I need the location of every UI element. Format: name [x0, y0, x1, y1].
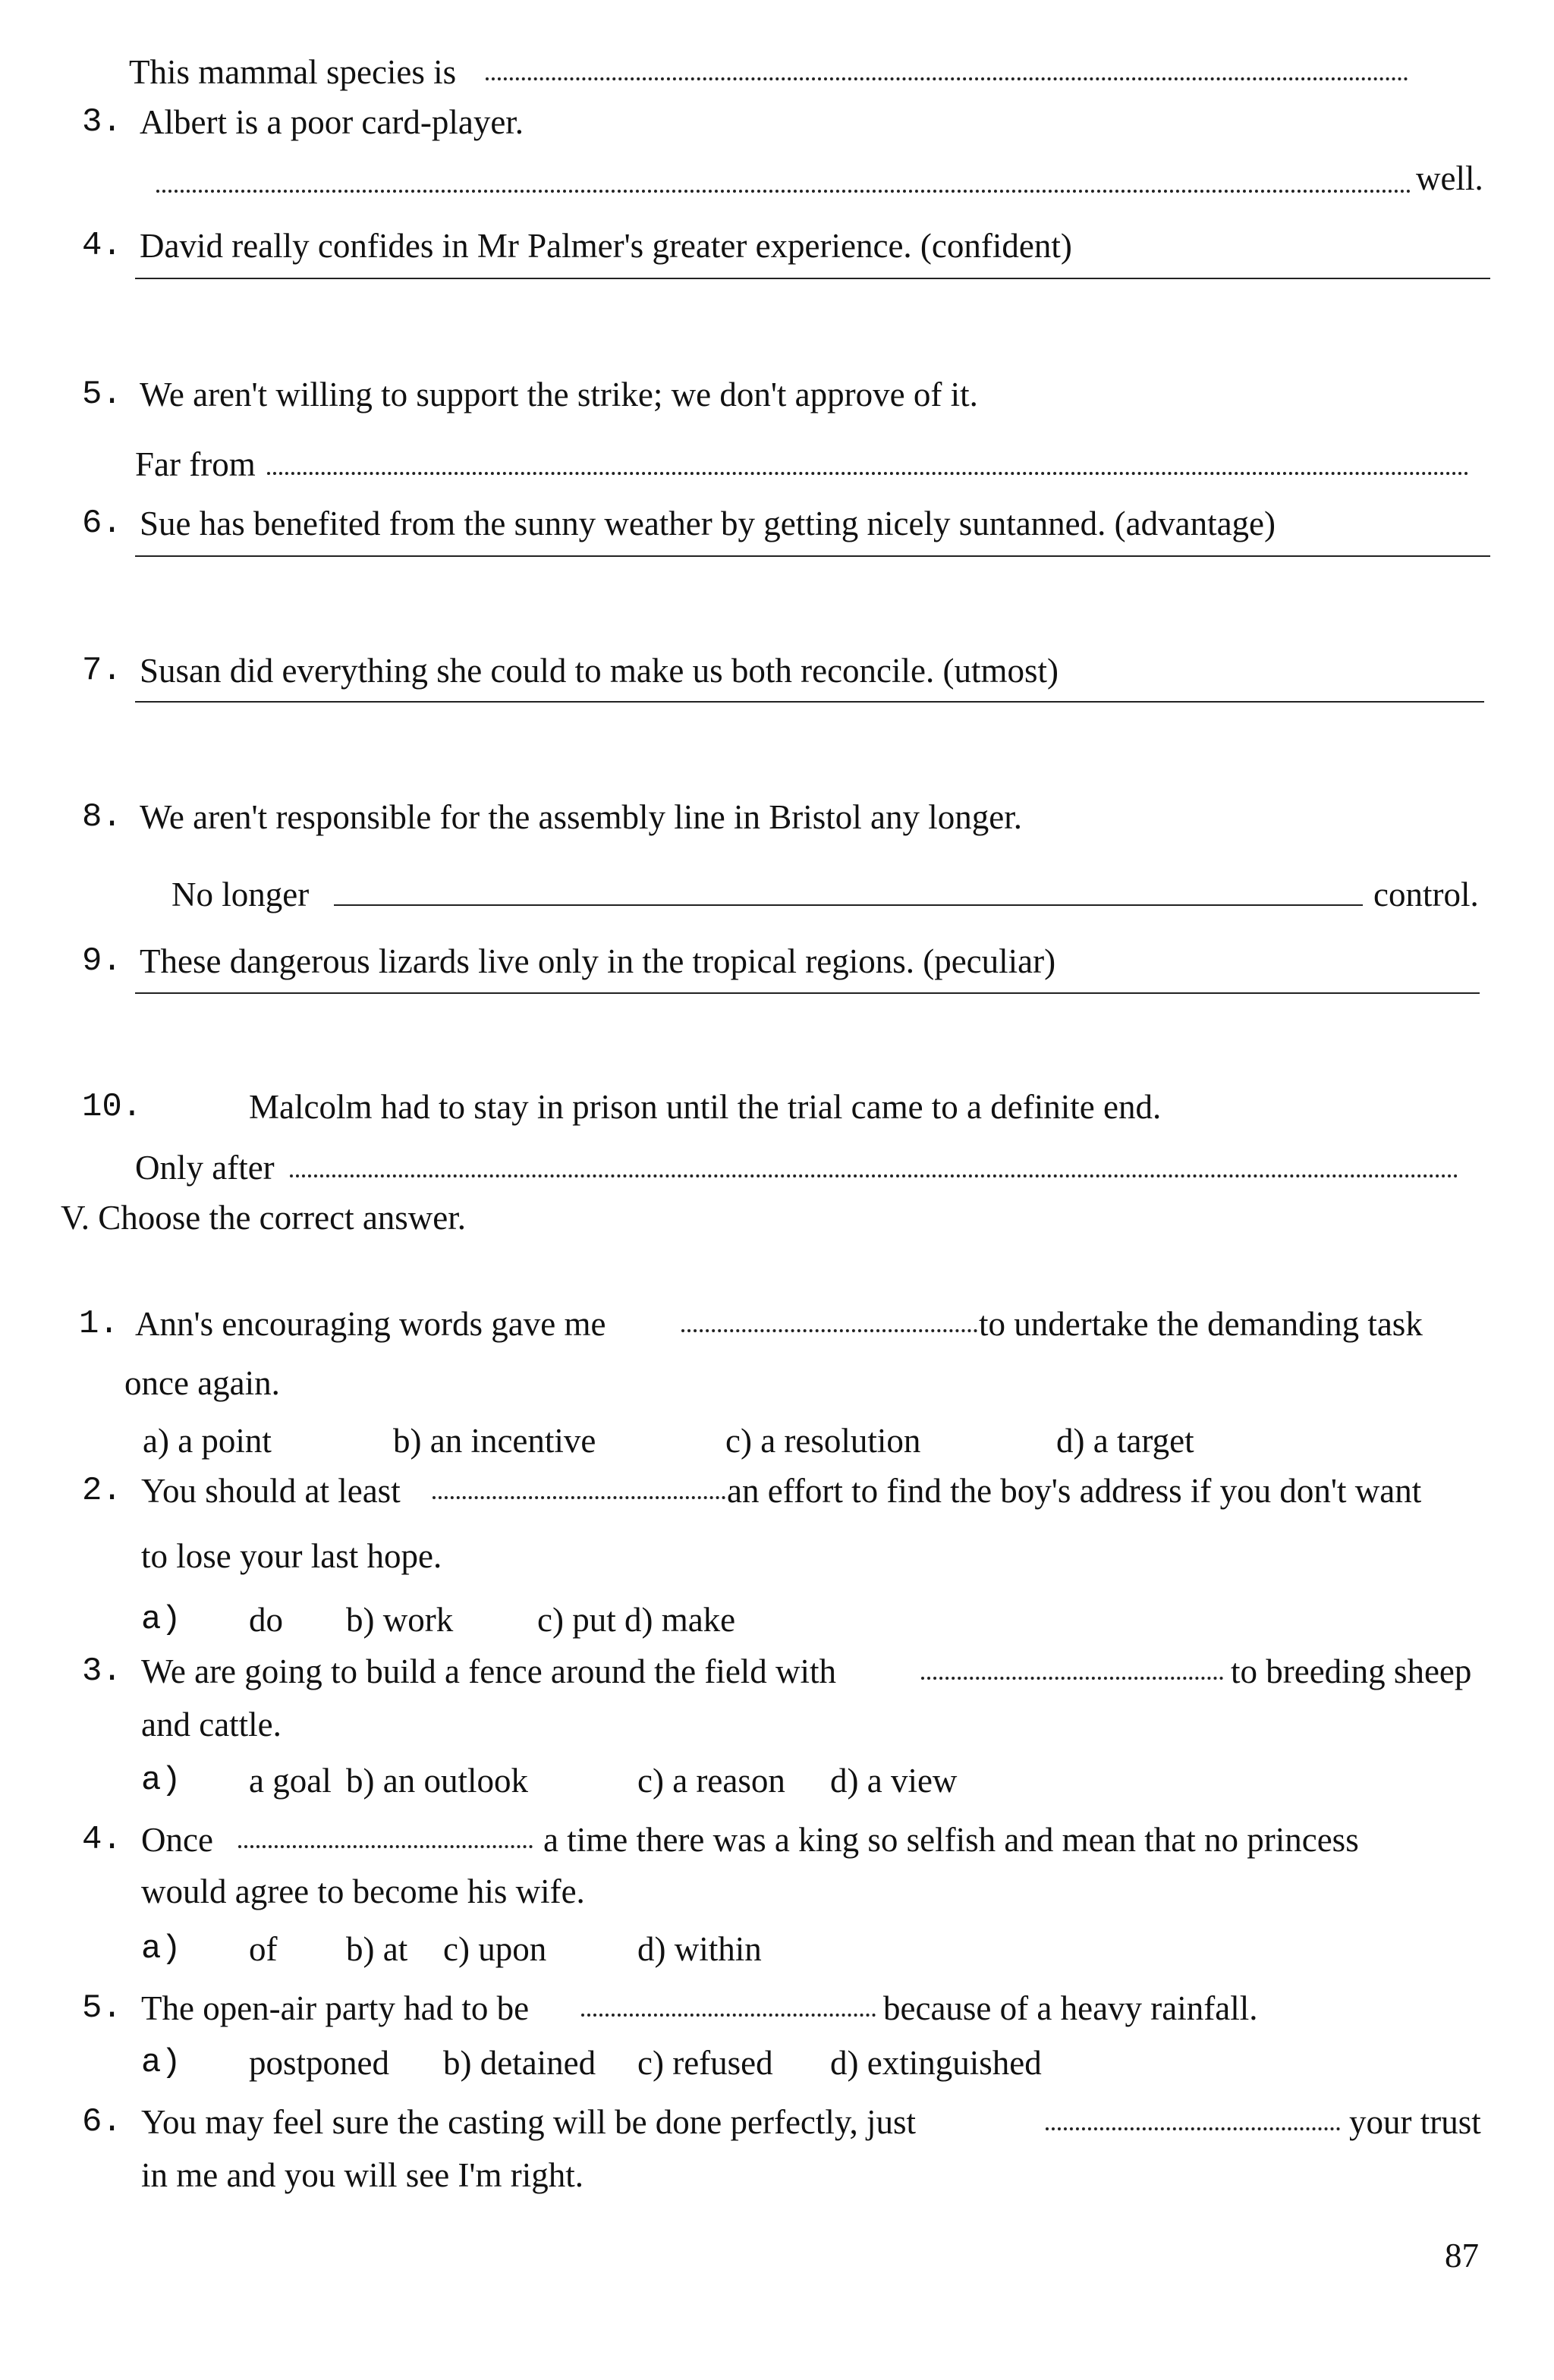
option-a-label: a) [141, 1930, 181, 1968]
answer-line [135, 701, 1484, 703]
question-text-after: to undertake the demanding task [979, 1305, 1423, 1343]
option-a-label: a) [141, 2044, 181, 2082]
question-text-continued: in me and you will see I'm right. [141, 2156, 584, 2194]
answer-end-text: control. [1373, 876, 1479, 913]
option-c-d[interactable]: c) put d) make [537, 1601, 736, 1639]
option-d[interactable]: d) extinguished [830, 2044, 1042, 2082]
question-text: These dangerous lizards live only in the tropical regions. (peculiar) [140, 942, 1056, 980]
answer-line [486, 77, 1408, 80]
question-number: 9. [82, 942, 122, 980]
question-number: 1. [79, 1305, 119, 1343]
blank [581, 2014, 876, 2017]
option-a-label: a) [141, 1601, 181, 1639]
question-number: 5. [82, 376, 122, 413]
blank [433, 1496, 725, 1499]
question-text-before: Once [141, 1821, 213, 1859]
question-text-continued: once again. [124, 1364, 280, 1402]
option-a-label: a) [141, 1762, 181, 1800]
option-d[interactable]: d) within [637, 1930, 762, 1968]
question-text-before: We are going to build a fence around the field with [141, 1652, 837, 1690]
option-b[interactable]: b) an incentive [393, 1422, 596, 1460]
prompt-text: This mammal species is [129, 53, 457, 91]
answer-line [156, 190, 1411, 193]
blank [681, 1329, 977, 1332]
answer-line [135, 555, 1490, 557]
blank [921, 1677, 1223, 1680]
question-text: Sue has benefited from the sunny weather by getting nicely suntanned. (advantage) [140, 505, 1276, 542]
question-text-after: because of a heavy rainfall. [883, 1989, 1258, 2027]
question-number: 8. [82, 798, 122, 836]
option-d[interactable]: d) a view [830, 1762, 958, 1800]
option-b[interactable]: b) at [346, 1930, 408, 1968]
option-a[interactable]: a goal [249, 1762, 332, 1800]
answer-start-text: Only after [135, 1149, 275, 1187]
question-text: David really confides in Mr Palmer's greater experience. (confident) [140, 227, 1072, 265]
question-number: 2. [82, 1472, 122, 1510]
question-text-before: The open-air party had to be [141, 1989, 530, 2027]
answer-line [290, 1174, 1458, 1177]
answer-end-text: well. [1416, 159, 1483, 197]
question-number: 5. [82, 1989, 122, 2027]
answer-line [267, 472, 1469, 475]
option-d[interactable]: d) a target [1056, 1422, 1194, 1460]
option-c[interactable]: c) upon [443, 1930, 547, 1968]
page-number: 87 [1445, 2237, 1479, 2275]
question-text-before: You should at least [141, 1472, 401, 1510]
question-text: Malcolm had to stay in prison until the trial came to a definite end. [249, 1088, 1162, 1126]
blank [1046, 2127, 1340, 2130]
question-text-before: Ann's encouraging words gave me [135, 1305, 606, 1343]
question-text-after: your trust [1349, 2103, 1481, 2141]
question-text-after: an effort to find the boy's address if you don't want [727, 1472, 1422, 1510]
answer-line [135, 992, 1480, 994]
option-a[interactable]: a) a point [143, 1422, 272, 1460]
question-number: 7. [82, 652, 122, 690]
question-text: Susan did everything she could to make us both reconcile. (utmost) [140, 652, 1059, 690]
section-heading: V. Choose the correct answer. [61, 1199, 467, 1237]
option-a[interactable]: postponed [249, 2044, 389, 2082]
question-number: 10. [82, 1088, 143, 1126]
option-c[interactable]: c) a resolution [725, 1422, 921, 1460]
option-b[interactable]: b) work [346, 1601, 454, 1639]
question-number: 4. [82, 227, 122, 265]
question-number: 6. [82, 2103, 122, 2141]
question-text-continued: would agree to become his wife. [141, 1872, 585, 1910]
option-b[interactable]: b) detained [443, 2044, 596, 2082]
answer-start-text: No longer [171, 876, 310, 913]
question-text-before: You may feel sure the casting will be done perfectly, just [141, 2103, 917, 2141]
question-text: Albert is a poor card-player. [140, 103, 524, 141]
option-a[interactable]: do [249, 1601, 283, 1639]
option-c[interactable]: c) refused [637, 2044, 773, 2082]
question-text-after: a time there was a king so selfish and mean that no princess [543, 1821, 1359, 1859]
question-number: 3. [82, 1652, 122, 1690]
question-text-continued: to lose your last hope. [141, 1537, 442, 1575]
option-c[interactable]: c) a reason [637, 1762, 785, 1800]
answer-line [135, 278, 1490, 279]
question-number: 4. [82, 1821, 122, 1859]
option-b[interactable]: b) an outlook [346, 1762, 528, 1800]
question-text: We aren't willing to support the strike; we don't approve of it. [140, 376, 978, 413]
answer-start-text: Far from [135, 445, 256, 483]
option-a[interactable]: of [249, 1930, 278, 1968]
question-text-continued: and cattle. [141, 1706, 282, 1743]
question-number: 3. [82, 103, 122, 141]
question-text: We aren't responsible for the assembly line in Bristol any longer. [140, 798, 1022, 836]
answer-line [334, 904, 1363, 906]
question-number: 6. [82, 505, 122, 542]
question-text-after: to breeding sheep [1231, 1652, 1472, 1690]
blank [238, 1845, 533, 1848]
